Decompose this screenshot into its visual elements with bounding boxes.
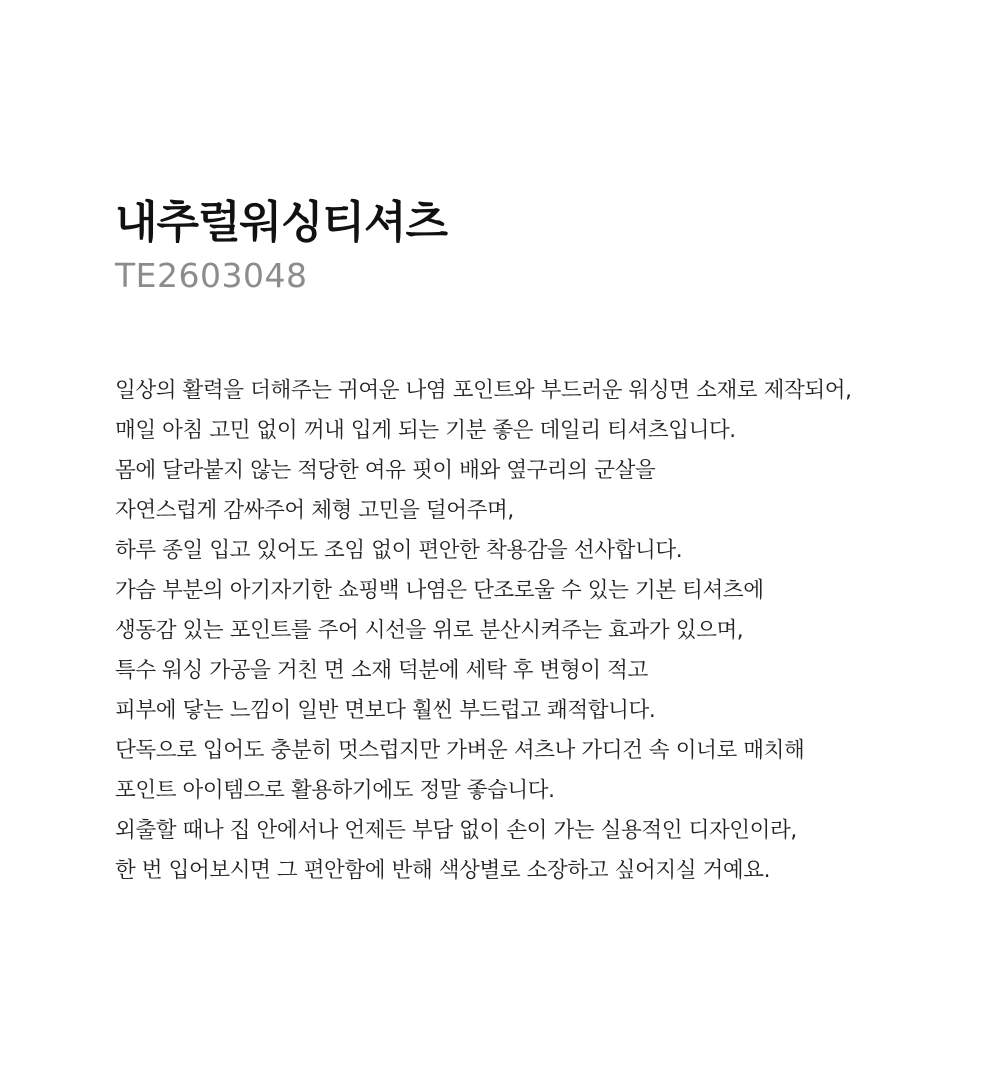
description-line: 포인트 아이템으로 활용하기에도 정말 좋습니다.: [115, 778, 555, 803]
description-line: 가슴 부분의 아기자기한 쇼핑백 나염은 단조로울 수 있는 기본 티셔츠에: [115, 578, 764, 603]
description-line: 하루 종일 입고 있어도 조임 없이 편안한 착용감을 선사합니다.: [115, 538, 683, 563]
description-line: 특수 워싱 가공을 거친 면 소재 덕분에 세탁 후 변형이 적고: [115, 658, 648, 683]
product-code: TE2603048: [115, 256, 308, 295]
description-line: 매일 아침 고민 없이 꺼내 입게 되는 기분 좋은 데일리 티셔츠입니다.: [115, 418, 736, 443]
description-line: 단독으로 입어도 충분히 멋스럽지만 가벼운 셔츠나 가디건 속 이너로 매치해: [115, 738, 805, 763]
description-line: 외출할 때나 집 안에서나 언제든 부담 없이 손이 가는 실용적인 디자인이라,: [115, 818, 797, 843]
product-description: [115, 371, 975, 891]
description-line: 생동감 있는 포인트를 주어 시선을 위로 분산시켜주는 효과가 있으며,: [115, 618, 744, 643]
description-line: 몸에 달라붙지 않는 적당한 여유 핏이 배와 옆구리의 군살을: [115, 458, 656, 483]
description-line: 자연스럽게 감싸주어 체형 고민을 덜어주며,: [115, 498, 514, 523]
product-title: 내추럴워싱티셔츠: [115, 197, 448, 248]
description-line: 피부에 닿는 느낌이 일반 면보다 훨씬 부드럽고 쾌적합니다.: [115, 698, 656, 723]
description-line: 한 번 입어보시면 그 편안함에 반해 색상별로 소장하고 싶어지실 거예요.: [115, 858, 771, 883]
product-header: [115, 192, 935, 298]
description-line: 일상의 활력을 더해주는 귀여운 나염 포인트와 부드러운 워싱면 소재로 제작되어,: [115, 378, 852, 403]
